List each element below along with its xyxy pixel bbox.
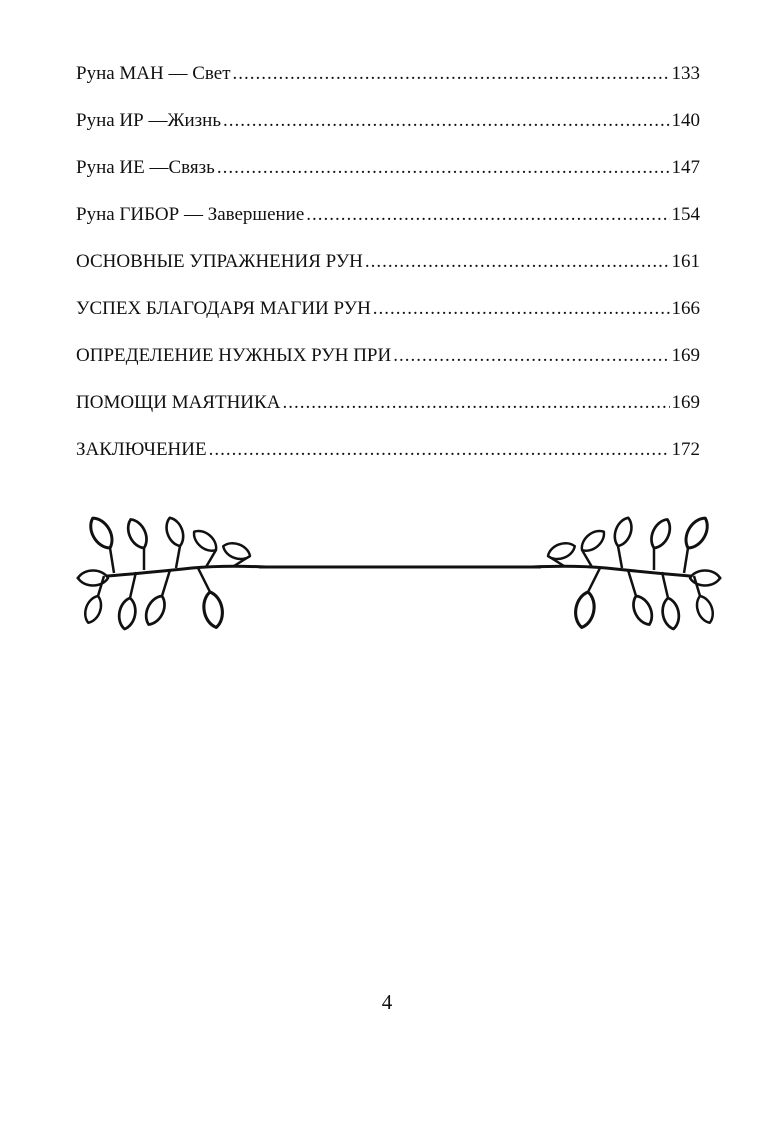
- toc-entry-page: 161: [671, 251, 700, 272]
- toc-entry[interactable]: [76, 150, 700, 197]
- toc-entry[interactable]: [76, 56, 700, 103]
- toc-entry[interactable]: [76, 244, 700, 291]
- toc-entry-page: 169: [671, 392, 700, 413]
- dot-leader: [282, 385, 669, 421]
- toc-entry[interactable]: [76, 338, 700, 385]
- dot-leader: [233, 56, 670, 92]
- page-number: 4: [381, 990, 393, 1014]
- toc-entry-title: Руна ИР —Жизнь: [76, 110, 221, 131]
- toc-entry-title: ЗАКЛЮЧЕНИЕ: [76, 439, 207, 460]
- toc-entry-title: ОПРЕДЕЛЕНИЕ НУЖНЫХ РУН ПРИ: [76, 345, 392, 366]
- toc-entry-title: ПОМОЩИ МАЯТНИКА: [76, 392, 281, 413]
- toc-entry[interactable]: [76, 385, 700, 432]
- toc-entry-title: УСПЕХ БЛАГОДАРЯ МАГИИ РУН: [76, 298, 371, 319]
- toc-entry-title: Руна МАН — Свет: [76, 63, 231, 84]
- dot-leader: [373, 291, 670, 327]
- toc-entry-page: 154: [671, 204, 700, 225]
- toc-entry-page: 147: [671, 157, 700, 178]
- dot-leader: [365, 244, 670, 280]
- toc-entry-page: 166: [671, 298, 700, 319]
- toc-entry-title: Руна ИЕ —Связь: [76, 157, 215, 178]
- toc-entry-title: ОСНОВНЫЕ УПРАЖНЕНИЯ РУН: [76, 251, 363, 272]
- dot-leader: [393, 338, 669, 374]
- toc-entry[interactable]: [76, 103, 700, 150]
- toc-entry-title: Руна ГИБОР — Завершение: [76, 204, 305, 225]
- toc-entry[interactable]: [76, 197, 700, 244]
- toc-entry[interactable]: [76, 291, 700, 338]
- dot-leader: [217, 150, 670, 186]
- toc-entry-page: 172: [671, 439, 700, 460]
- dot-leader: [306, 197, 669, 233]
- toc-entry[interactable]: [76, 432, 700, 479]
- table-of-contents: [76, 56, 700, 479]
- laurel-branch-divider-icon: [74, 510, 724, 635]
- dot-leader: [209, 432, 670, 468]
- toc-entry-page: 133: [671, 63, 700, 84]
- dot-leader: [223, 103, 670, 139]
- toc-entry-page: 140: [671, 110, 700, 131]
- toc-entry-page: 169: [671, 345, 700, 366]
